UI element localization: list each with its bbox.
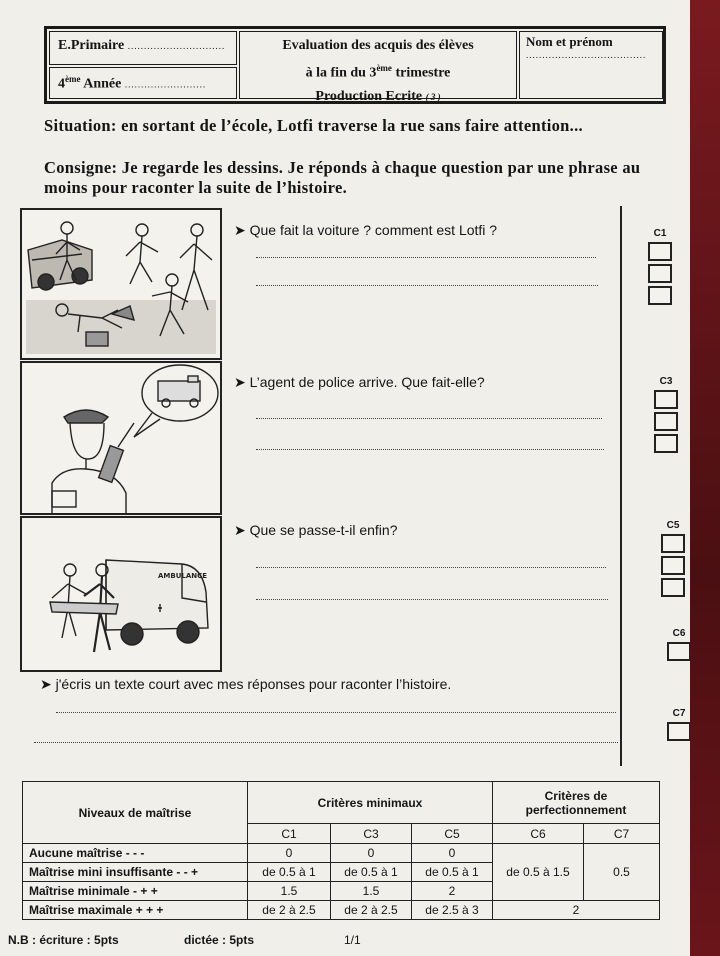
- table-row: Maîtrise mini insuffisante - - + de 0.5 à 1 de 0.5 à 1 de 0.5 à 1: [23, 863, 660, 882]
- grade-number: 4: [58, 76, 65, 92]
- background-cloth: [690, 0, 720, 956]
- c7-box-1[interactable]: [667, 722, 691, 741]
- grade-superscript: ème: [65, 74, 81, 84]
- school-cell: E.Primaire ..............................: [49, 31, 237, 65]
- criteria-c3: C3: [651, 376, 681, 453]
- answer-line-2a[interactable]: [256, 418, 602, 419]
- image-ambulance: [20, 516, 222, 672]
- school-label: E.Primaire: [58, 38, 125, 53]
- question-3: ➤ Que se passe-t-il enfin?: [234, 522, 398, 538]
- final-task: ➤ j'écris un texte court avec mes réponses pour raconter l’histoire.: [40, 676, 452, 692]
- consigne-text: Consigne: Je regarde les dessins. Je réponds à chaque question par une phrase au moins pour raconter la suite de l’histoire.: [44, 158, 641, 197]
- image-accident: [20, 208, 222, 360]
- c5-box-2[interactable]: [661, 556, 685, 575]
- header-c1: C1: [248, 824, 331, 844]
- title-line-2: à la fin du 3ème trimestre: [305, 63, 451, 81]
- header-c6: C6: [493, 824, 584, 844]
- c5-box-3[interactable]: [661, 578, 685, 597]
- ambulance-drawing: [22, 518, 220, 670]
- answer-line-1b[interactable]: [256, 285, 598, 286]
- header-c3: C3: [331, 824, 412, 844]
- image-police: [20, 361, 222, 515]
- c3-box-3[interactable]: [654, 434, 678, 453]
- grade-cell: 4ème Année .........................: [49, 67, 237, 99]
- header-perf-criteria: Critères de perfectionnement: [493, 782, 660, 824]
- page-number: 1/1: [344, 933, 361, 947]
- question-2: ➤ L’agent de police arrive. Que fait-elle?: [234, 374, 485, 390]
- name-cell[interactable]: Nom et prénom .....................................: [519, 31, 663, 99]
- answer-line-1a[interactable]: [256, 257, 596, 258]
- situation-text: Situation: en sortant de l’école, Lotfi traverse la rue sans faire attention...: [44, 116, 583, 135]
- c1-box-3[interactable]: [648, 286, 672, 305]
- header-min-criteria: Critères minimaux: [248, 782, 493, 824]
- c1-box-1[interactable]: [648, 242, 672, 261]
- answer-line-3b[interactable]: [256, 599, 608, 600]
- evaluation-title-cell: [239, 31, 517, 104]
- c6-merged-value: de 0.5 à 1.5: [493, 844, 584, 901]
- c3-box-1[interactable]: [654, 390, 678, 409]
- criteria-c6: C6: [664, 628, 694, 661]
- answer-line-2b[interactable]: [256, 449, 604, 450]
- c5-box-1[interactable]: [661, 534, 685, 553]
- question-1: ➤ Que fait la voiture ? comment est Lotfi ?: [234, 222, 498, 238]
- final-line-1[interactable]: [56, 712, 616, 713]
- answer-line-3a[interactable]: [256, 567, 606, 568]
- table-row: Maîtrise maximale + + + de 2 à 2.5 de 2 à 2.5 de 2.5 à 3 2: [23, 901, 660, 920]
- title-number: ( 3 ): [425, 91, 441, 102]
- title-line-3: Production Ecrite ( 3 ): [315, 88, 441, 104]
- criteria-c1: C1: [645, 228, 675, 305]
- c3-box-2[interactable]: [654, 412, 678, 431]
- table-row: Maîtrise minimale - + + 1.5 1.5 2: [23, 882, 660, 901]
- accident-drawing: [22, 210, 220, 358]
- criteria-c5: C5: [658, 520, 688, 597]
- title-line-1: Evaluation des acquis des élèves: [282, 38, 474, 53]
- c7-merged-value: 0.5: [584, 844, 660, 901]
- ambulance-label: AMBULANCE: [158, 572, 208, 580]
- c6-box-1[interactable]: [667, 642, 691, 661]
- header-box: [44, 26, 666, 104]
- footnote-writing: N.B : écriture : 5pts: [8, 933, 119, 947]
- final-line-2[interactable]: [34, 742, 618, 743]
- header-levels: Niveaux de maîtrise: [23, 782, 248, 844]
- header-c5: C5: [412, 824, 493, 844]
- table-row: Aucune maîtrise - - - 0 0 0 de 0.5 à 1.5 0.5: [23, 844, 660, 863]
- c6-c7-max-value: 2: [493, 901, 660, 920]
- criteria-c7: C7: [664, 708, 694, 741]
- grade-label: Année: [83, 76, 122, 92]
- header-c7: C7: [584, 824, 660, 844]
- margin-separator: [620, 206, 622, 766]
- name-label: Nom et prénom: [526, 34, 613, 49]
- grading-table: [22, 781, 660, 920]
- footnote-dictee: dictée : 5pts: [184, 933, 255, 947]
- police-drawing: [22, 363, 220, 513]
- c1-box-2[interactable]: [648, 264, 672, 283]
